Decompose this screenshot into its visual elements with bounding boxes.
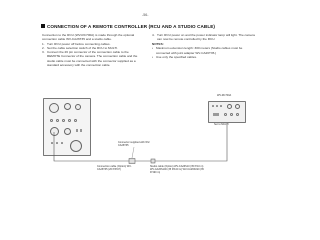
cable-selection-switch-icon (213, 113, 219, 116)
section-heading-text: CONNECTION OF A REMOTE CONTROLLER (RCU AND A STUDIO CABLE) (47, 24, 216, 29)
cable-plug-icon (151, 159, 155, 163)
square-bullet-icon (41, 24, 45, 28)
step-item (152, 33, 255, 42)
note-item: • Use only the specified cables. (152, 54, 197, 59)
connection-diagram (40, 93, 262, 183)
port-icon (230, 113, 233, 116)
step-item (42, 50, 142, 67)
step-text: Turn RCU power on and the power indicator lamp will light. The camera can now be remote controlled by the RCU. (157, 33, 255, 42)
port-icon (236, 113, 239, 116)
section-heading (41, 24, 215, 29)
step-text: Turn RCU power off before connecting cables. (47, 41, 111, 46)
rcu-label: WV-RC700A (217, 94, 232, 97)
note-text: Use only the specified cables. (156, 54, 197, 59)
step-number: 4. (152, 33, 155, 37)
rcu-knob-icon (235, 104, 240, 109)
connection-cable-label: Connection cable (Option) WV-CA26T35 (26 P/35 P) (97, 165, 132, 171)
page-number: -56- (142, 13, 149, 17)
multi-label: Set to MULTI (214, 123, 229, 126)
studio-cable-line (154, 121, 227, 161)
joint-connector-icon (129, 159, 135, 164)
notes-title: NOTES: (152, 42, 164, 47)
rcu-knob-icon (227, 104, 232, 109)
step-number: 2. (42, 45, 45, 50)
port-icon (224, 113, 227, 116)
callout-line (132, 147, 134, 158)
right-column (152, 33, 255, 59)
connector-label: Connector supplied with WV-CA26T35 (118, 141, 151, 147)
studio-cable-label: Studio cable (Option) WV-CA26S10 (35 P/10 m) WV-CA26S100 (35 P/100 m) WV-CA26S190 (35 P/190 m) (150, 165, 204, 174)
note-item: • Maximum extension length: 300 meters (Studio cables must be connected with joint adapter WV-CA26T35.) (152, 46, 255, 55)
step-text: Set the cable selection switch of the RCU to MULTI. (47, 45, 118, 50)
rcu-unit (208, 101, 246, 123)
step-text: Connect the 26 pin connector of the connection cable to the REMOTE Connector of the camera. The connection cable and the studio cable must be connected with the connector supplied as a standard accessory with the connection cable. (47, 50, 138, 68)
intro-paragraph: Connection to the RCU (WV-RC700A) is made through the optional connection cable WV-CA26T35 and a studio cable. (42, 33, 135, 42)
note-text: Maximum extension length: 300 meters (Studio cables must be connected with joint adapter WV-CA26T35.) (156, 46, 243, 55)
step-number: 3. (42, 50, 45, 55)
left-column (42, 33, 142, 67)
step-number: 1. (42, 41, 45, 46)
